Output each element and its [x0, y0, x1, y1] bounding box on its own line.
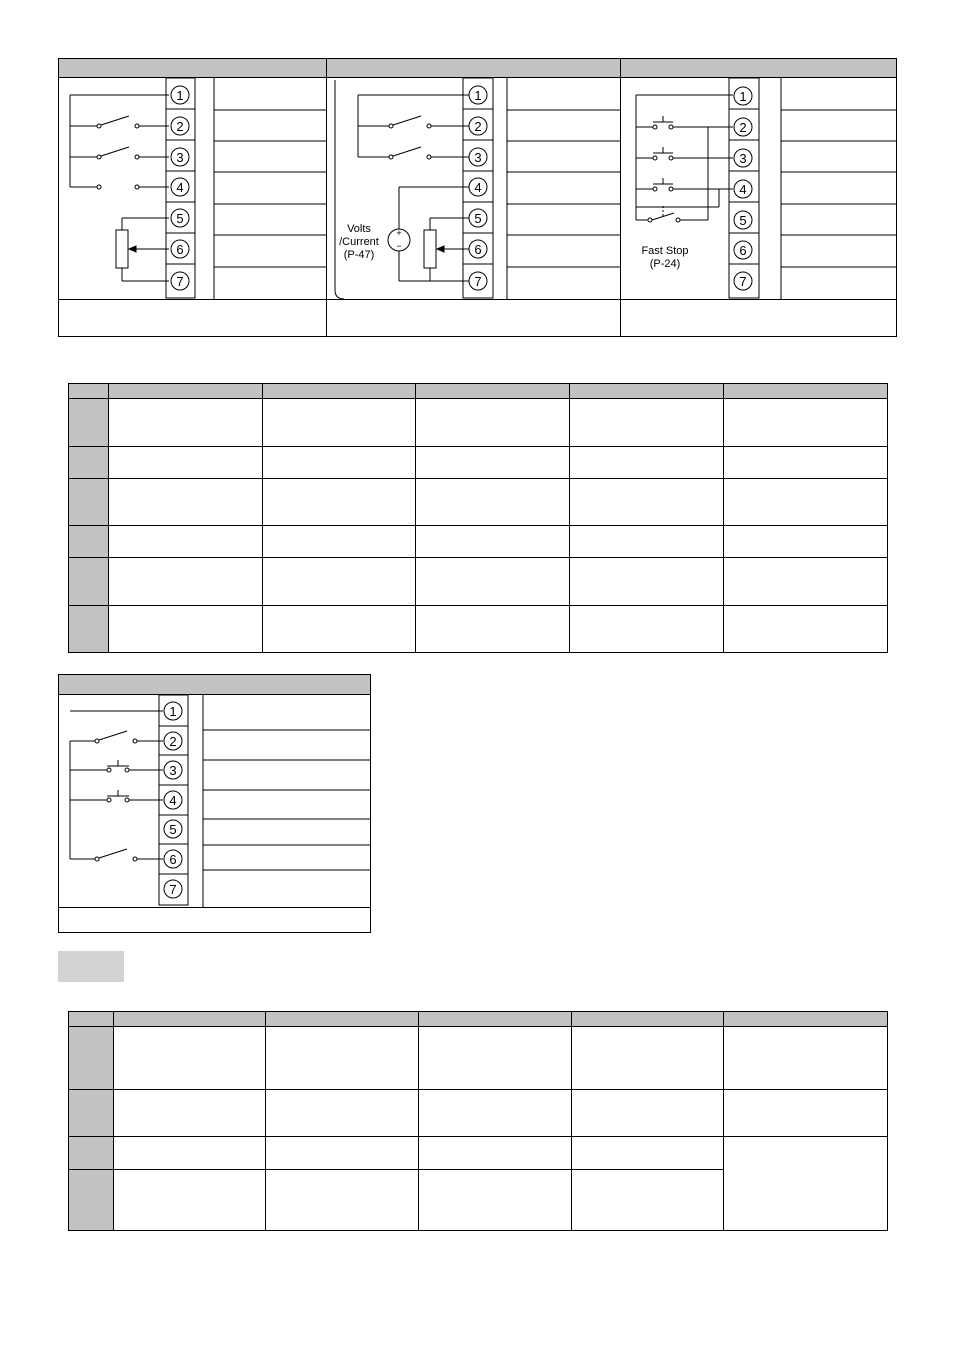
section-heading-chip	[58, 951, 124, 982]
table-row	[69, 1090, 888, 1137]
svg-text:−: −	[396, 241, 402, 251]
wiring-panel-d-header	[59, 675, 370, 695]
table-row	[69, 399, 888, 447]
parameter-table-1	[68, 383, 888, 653]
fast-stop-line2: (P-24)	[649, 258, 681, 270]
terminal-b-7: 7	[474, 274, 482, 289]
terminal-b-4: 4	[474, 180, 482, 195]
terminal-b-2: 2	[474, 119, 482, 134]
terminal-c-3: 3	[739, 151, 747, 166]
terminal-b-5: 5	[474, 211, 482, 226]
terminal-a-3: 3	[176, 150, 184, 165]
wiring-diagram-c	[621, 78, 896, 299]
table-row	[69, 447, 888, 479]
table-row	[69, 1137, 888, 1170]
terminal-a-1: 1	[176, 88, 184, 103]
wiring-diagram-a	[59, 78, 326, 299]
terminal-d-6: 6	[169, 852, 177, 867]
table-row	[69, 526, 888, 558]
volts-label-line2: /Current	[339, 236, 379, 248]
table-row	[69, 479, 888, 526]
table-1-header-row	[69, 384, 888, 399]
terminal-b-3: 3	[474, 150, 482, 165]
terminal-c-4: 4	[739, 182, 747, 197]
wiring-panels-header	[59, 59, 896, 78]
terminal-b-1: 1	[474, 88, 482, 103]
volts-label-line3: (P-47)	[343, 249, 375, 261]
panel-caption-divider	[59, 299, 896, 300]
terminal-c-5: 5	[739, 213, 747, 228]
terminal-b-6: 6	[474, 242, 482, 257]
merged-cell	[724, 1137, 888, 1231]
terminal-d-4: 4	[169, 793, 177, 808]
terminal-c-7: 7	[739, 274, 747, 289]
terminal-d-3: 3	[169, 763, 177, 778]
terminal-c-2: 2	[739, 120, 747, 135]
terminal-d-1: 1	[169, 704, 177, 719]
terminal-c-6: 6	[739, 243, 747, 258]
terminal-d-7: 7	[169, 882, 177, 897]
svg-text:+: +	[396, 228, 402, 238]
terminal-d-2: 2	[169, 734, 177, 749]
wiring-diagram-d	[59, 695, 370, 907]
terminal-a-6: 6	[176, 242, 184, 257]
table-row	[69, 606, 888, 653]
table-2-header-row	[69, 1012, 888, 1027]
panel-d-caption-divider	[59, 907, 370, 908]
terminal-a-5: 5	[176, 211, 184, 226]
terminal-a-2: 2	[176, 119, 184, 134]
volts-label-line1: Volts	[347, 223, 371, 235]
terminal-a-7: 7	[176, 274, 184, 289]
fast-stop-line1: Fast Stop	[641, 245, 689, 257]
table-row	[69, 558, 888, 606]
terminal-d-5: 5	[169, 822, 177, 837]
terminal-c-1: 1	[739, 89, 747, 104]
wiring-diagram-b	[327, 78, 620, 299]
parameter-table-2	[68, 1011, 888, 1231]
table-row	[69, 1027, 888, 1090]
terminal-a-4: 4	[176, 180, 184, 195]
